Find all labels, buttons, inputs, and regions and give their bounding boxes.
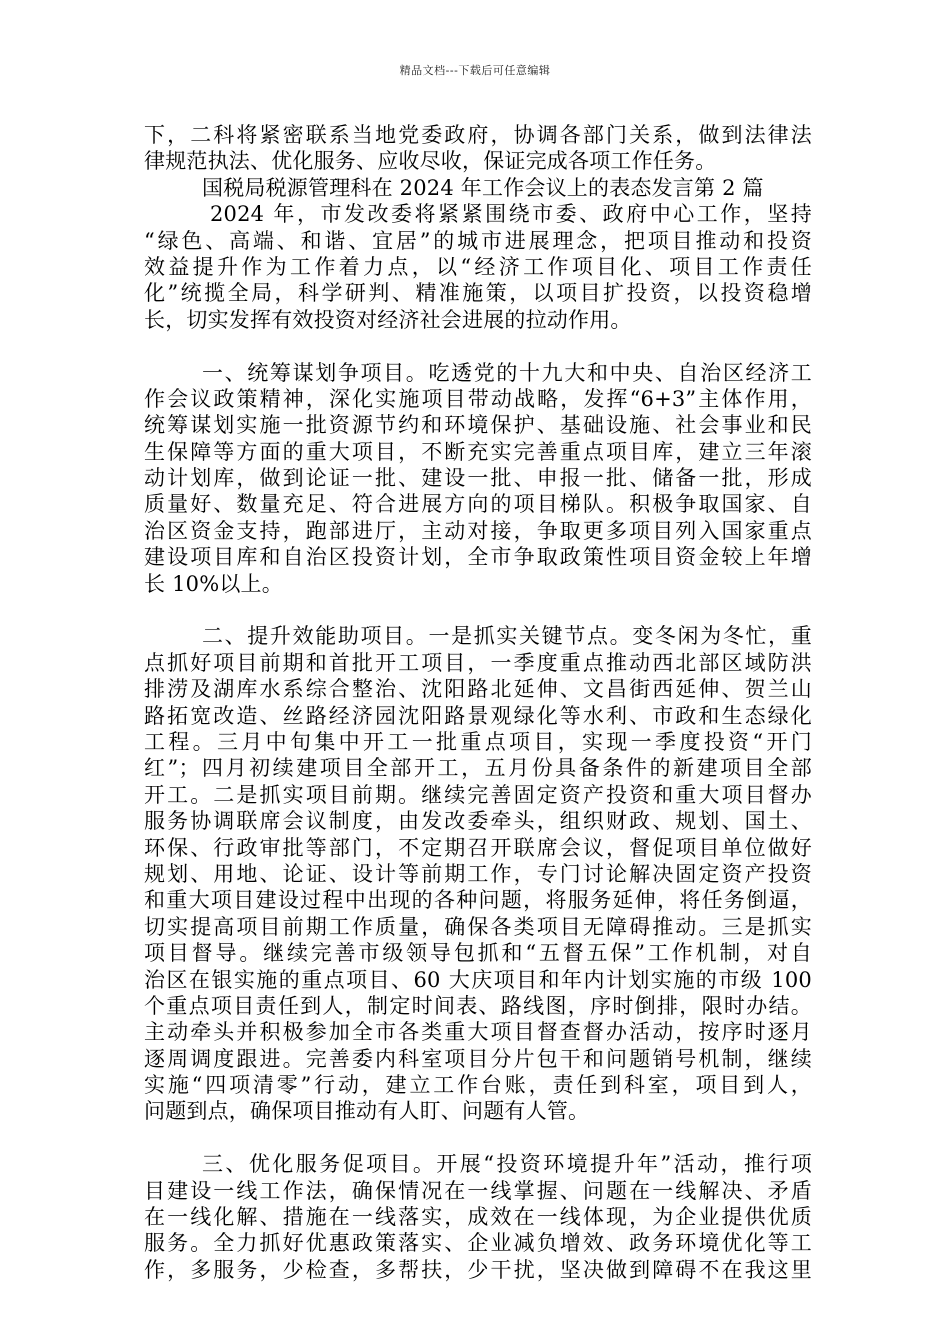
title-line: 国税局税源管理科在 2024 年工作会议上的表态发言第 2 篇	[202, 175, 764, 200]
text-line: 在一线化解、措施在一线落实，成效在一线体现，为企业提供优质	[144, 1205, 812, 1230]
text-line: 和重大项目建设过程中出现的各种问题，将服务延伸，将任务倒逼，	[144, 888, 812, 913]
text-line: 规划、用地、论证、设计等前期工作，专门讨论解决固定资产投资	[144, 861, 812, 886]
text-line: 治区资金支持，跑部进厅，主动对接，争取更多项目列入国家重点	[144, 518, 812, 543]
paragraph-spacer	[144, 1125, 812, 1151]
text-line: 个重点项目责任到人，制定时间表、路线图，序时倒排，限时办结。	[144, 993, 812, 1018]
text-line: 统筹谋划实施一批资源节约和环境保护、基础设施、社会事业和民	[144, 413, 812, 438]
text-line: 作，多服务，少检查，多帮扶，少干扰，坚决做到障碍不在我这里	[144, 1257, 812, 1282]
paragraph-spacer	[144, 333, 812, 359]
paragraph-section-three	[144, 1151, 812, 1283]
paragraph-section-two	[144, 623, 812, 1124]
text-line: 治区在银实施的重点项目、60 大庆项目和年内计划实施的市级 100	[144, 967, 812, 992]
text-line: “绿色、高端、和谐、宜居”的城市进展理念，把项目推动和投资	[144, 228, 812, 253]
text-line: 建设项目库和自治区投资计划，全市争取政策性项目资金较上年增	[144, 545, 812, 570]
text-line: 排涝及湖库水系综合整治、沈阳路北延伸、文昌街西延伸、贺兰山	[144, 677, 812, 702]
text-line: 工程。三月中旬集中开工一批重点项目，实现一季度投资“开门	[144, 729, 812, 754]
text-line: 问题到点，确保项目推动有人盯、问题有人管。	[144, 1099, 590, 1124]
text-line: 律规范执法、优化服务、应收尽收，保证完成各项工作任务。	[144, 149, 717, 174]
text-line: 目建设一线工作法，确保情况在一线掌握、问题在一线解决、矛盾	[144, 1178, 812, 1203]
text-line: 一、统筹谋划争项目。吃透党的十九大和中央、自治区经济工	[202, 360, 812, 385]
text-line: 2024 年，市发改委将紧紧围绕市委、政府中心工作，坚持	[210, 202, 812, 227]
section-title	[144, 175, 812, 201]
text-line: 路拓宽改造、丝路经济园沈阳路景观绿化等水利、市政和生态绿化	[144, 703, 812, 728]
paragraph-continuation	[144, 122, 812, 175]
text-line: 项目督导。继续完善市级领导包抓和“五督五保”工作机制，对自	[144, 941, 812, 966]
text-line: 动计划库，做到论证一批、建设一批、申报一批、储备一批，形成	[144, 466, 812, 491]
text-line: 环保、行政审批等部门，不定期召开联席会议，督促项目单位做好	[144, 835, 812, 860]
text-line: 主动牵头并积极参加全市各类重大项目督查督办活动，按序时逐月	[144, 1020, 812, 1045]
paragraph-section-one	[144, 360, 812, 598]
text-line: 生保障等方面的重大项目，不断充实完善重点项目库，建立三年滚	[144, 439, 812, 464]
text-line: 服务。全力抓好优惠政策落实、企业减负增效、政务环境优化等工	[144, 1231, 812, 1256]
text-line: 长 10%以上。	[144, 571, 283, 596]
page-header: 精品文档---下载后可任意编辑	[399, 64, 551, 77]
text-line: 长，切实发挥有效投资对经济社会进展的拉动作用。	[144, 307, 632, 332]
text-line: 实施“四项清零”行动，建立工作台账，责任到科室，项目到人，	[144, 1073, 812, 1098]
text-line: 三、优化服务促项目。开展“投资环境提升年”活动，推行项	[202, 1152, 812, 1177]
text-line: 效益提升作为工作着力点，以“经济工作项目化、项目工作责任	[144, 254, 812, 279]
text-line: 化”统揽全局，科学研判、精准施策，以项目扩投资，以投资稳增	[144, 281, 812, 306]
text-line: 服务协调联席会议制度，由发改委牵头，组织财政、规划、国土、	[144, 809, 812, 834]
paragraph-spacer	[144, 597, 812, 623]
text-line: 点抓好项目前期和首批开工项目，一季度重点推动西北部区域防洪	[144, 650, 812, 675]
paragraph-intro	[144, 201, 812, 333]
text-line: 下，二科将紧密联系当地党委政府，协调各部门关系，做到法律法	[144, 123, 812, 147]
text-line: 逐周调度跟进。完善委内科室项目分片包干和问题销号机制，继续	[144, 1046, 812, 1071]
text-line: 切实提高项目前期工作质量，确保各类项目无障碍推动。三是抓实	[144, 914, 812, 939]
text-line: 红”；四月初续建项目全部开工，五月份具备条件的新建项目全部	[144, 756, 812, 781]
text-line: 质量好、数量充足、符合进展方向的项目梯队。积极争取国家、自	[144, 492, 812, 517]
text-line: 二、提升效能助项目。一是抓实关键节点。变冬闲为冬忙，重	[202, 624, 812, 649]
text-line: 作会议政策精神，深化实施项目带动战略，发挥“6+3”主体作用，	[144, 386, 812, 411]
text-line: 开工。二是抓实项目前期。继续完善固定资产投资和重大项目督办	[144, 782, 812, 807]
document-body	[144, 122, 812, 1283]
